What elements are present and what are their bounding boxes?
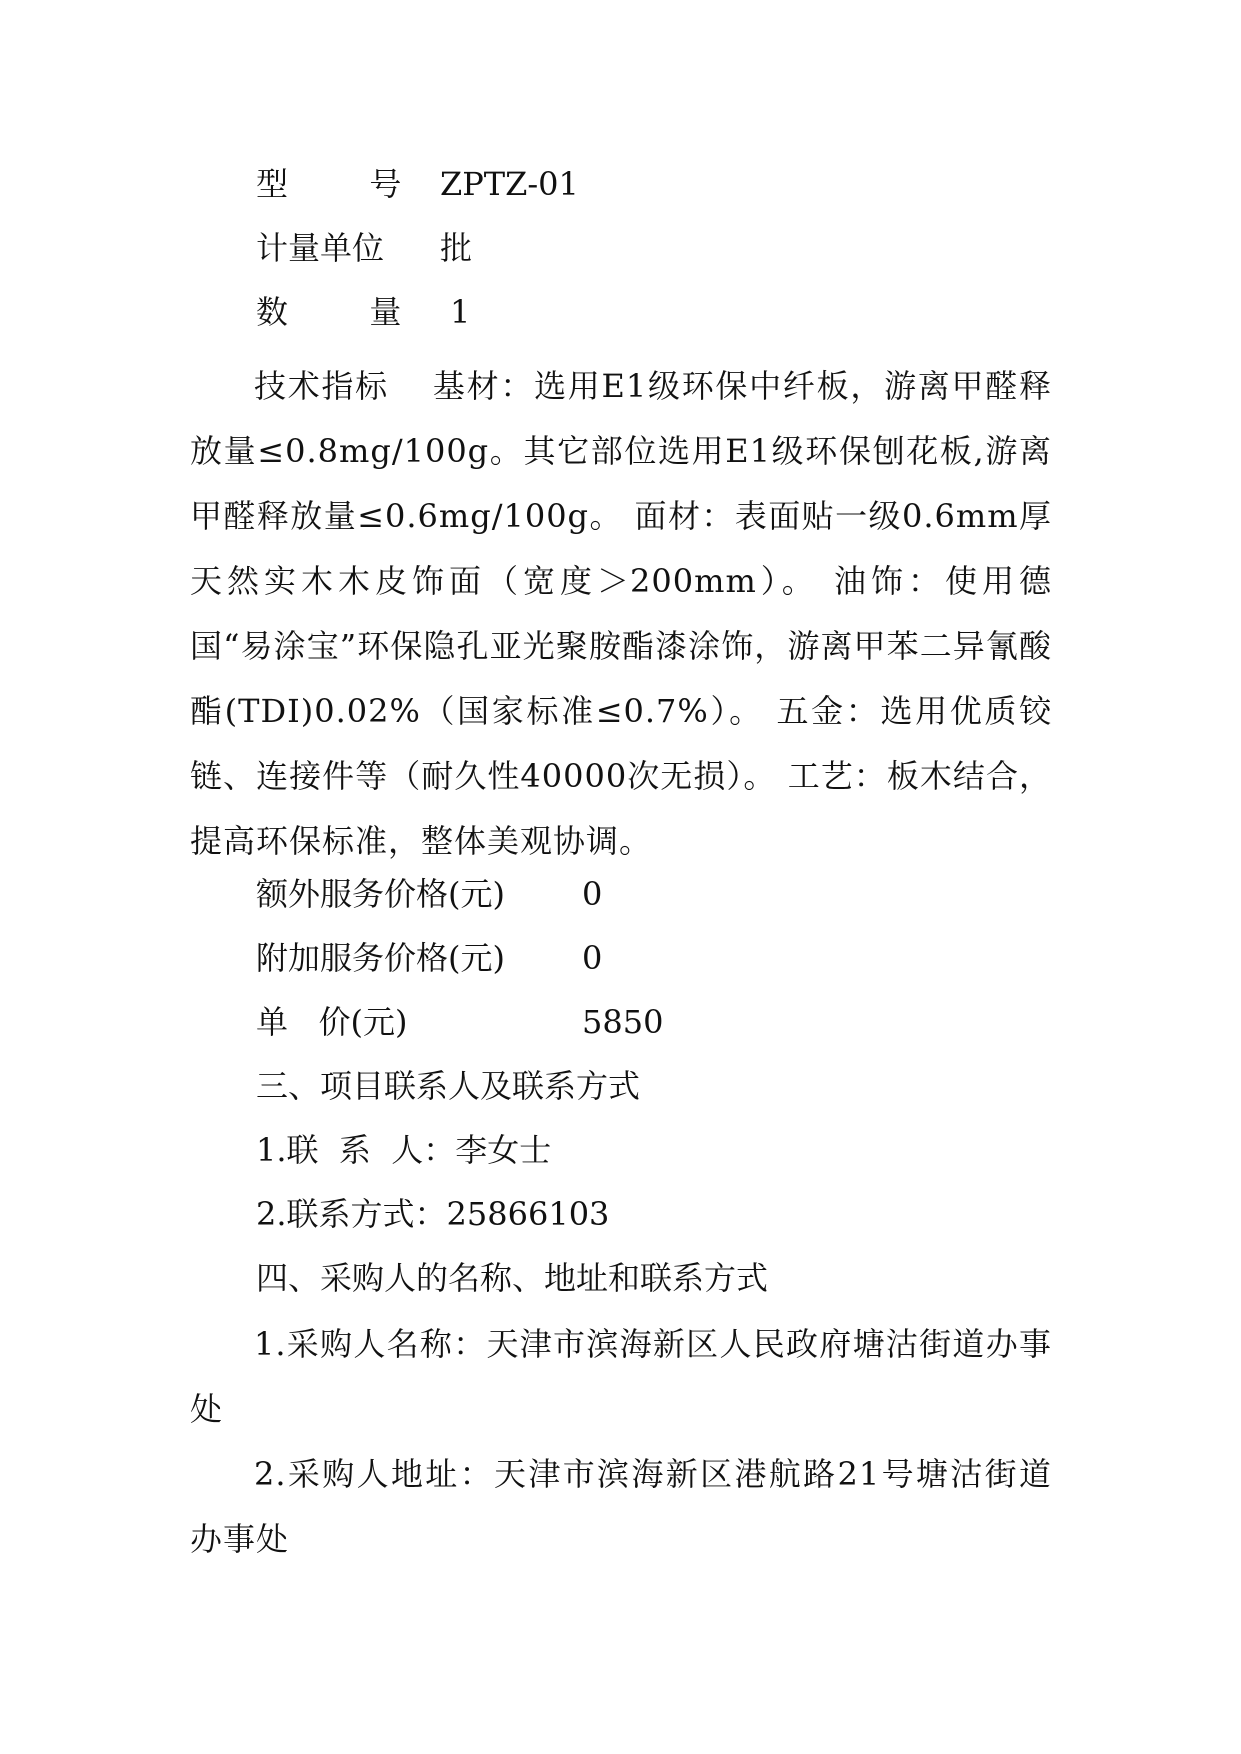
section-4-heading: 四、采购人的名称、地址和联系方式 — [256, 1259, 769, 1297]
model-label: 型 号 — [256, 165, 402, 203]
unit-price-row — [256, 1002, 663, 1042]
unit-value: 批 — [440, 229, 473, 267]
unit-price-value: 5850 — [582, 1003, 664, 1041]
addon-service-value: 0 — [582, 939, 603, 977]
extra-service-value: 0 — [582, 875, 603, 913]
extra-service-label: 额外服务价格(元) — [256, 875, 505, 913]
model-value: ZPTZ-01 — [440, 165, 579, 203]
addon-service-row — [256, 938, 602, 978]
purchaser-name: 1.采购人名称：天津市滨海新区人民政府塘沽街道办事处 — [190, 1325, 1052, 1428]
unit-label: 计量单位 — [256, 229, 385, 267]
unit-row — [256, 228, 472, 268]
tech-spec-paragraph — [190, 354, 1052, 874]
addon-service-label: 附加服务价格(元) — [256, 939, 505, 977]
tech-spec-text: 基材：选用E1级环保中纤板，游离甲醛释放量≤0.8mg/100g。其它部位选用E1级环保刨花板,游离甲醛释放量≤0.6mg/100g。 面材：表面贴一级0.6mm厚天然实木木皮饰面（宽度＞200mm）。 油饰：使用德国“易涂宝”环保隐孔亚光聚胺酯漆涂饰，游离甲苯二异氰酸酯(TDI)0.02%（国家标准≤0.7%）。 五金：选用优质铰链、连接件等（耐久性40000次无损）。 工艺：板木结合，提高环保标准，整体美观协调。 — [190, 367, 1052, 860]
quantity-row — [256, 292, 470, 332]
section-3-heading: 三、项目联系人及联系方式 — [256, 1067, 641, 1105]
unit-price-label: 单 价(元) — [256, 1003, 408, 1041]
purchaser-address: 2.采购人地址：天津市滨海新区港航路21号塘沽街道办事处 — [190, 1455, 1052, 1558]
model-row — [256, 164, 579, 204]
extra-service-row — [256, 874, 602, 914]
quantity-label: 数 量 — [256, 293, 402, 331]
quantity-value: 1 — [450, 293, 471, 331]
tech-spec-label: 技术指标 — [254, 367, 389, 405]
contact-person: 1.联 系 人：李女士 — [256, 1131, 552, 1169]
contact-phone: 2.联系方式：25866103 — [256, 1195, 610, 1233]
